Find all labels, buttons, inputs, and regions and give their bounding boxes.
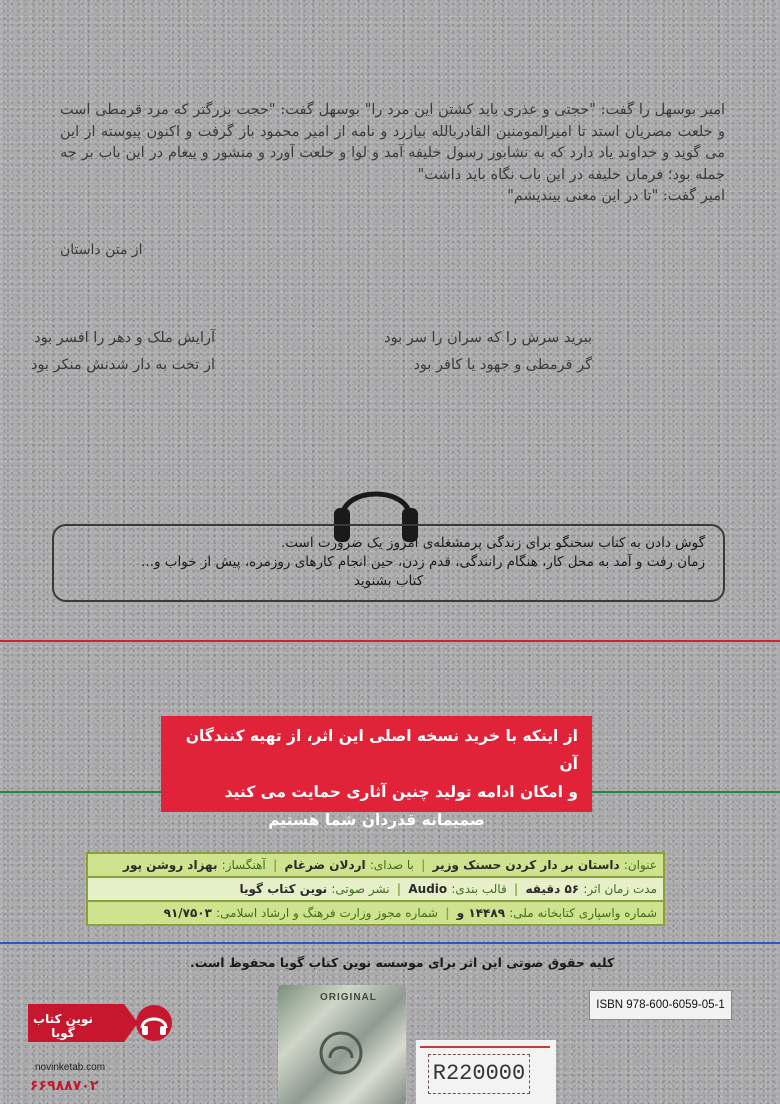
isbn-barcode-label: ISBN 978-600-6059-05-1 — [589, 990, 732, 1020]
hologram-label: ORIGINAL — [320, 992, 377, 1003]
format-label: قالب بندی: — [451, 882, 507, 896]
duration-value: ۵۶ دقیقه — [525, 882, 580, 896]
excerpt-source: از متن داستان — [60, 242, 143, 258]
support-message — [161, 716, 592, 829]
excerpt-paragraph: امیر بوسهل را گفت: "حجتی و عذری باید کشتن این مرد را" بوسهل گفت: "حجت بزرگتر که مرد قرمطی است و خلعت مصریان استد تا امیرالمومنین القادربالله بیازرد و نامه از امیر محمود باز گرفت و اکنون پیوسته از این می گوید و خداوند یاد دارد که به نشابور رسول خلیفه آمد و لوا و خلعت آورد و منشور و پیغام در این باب بر چه جمله بود؛ فرمان خلیفه در این باب نگاه باید داشت" — [60, 102, 725, 183]
poem-line-2-left: از تخت به دار شدنش منکر بود — [30, 357, 215, 373]
publisher-value: نوین کتاب گویا — [239, 882, 328, 896]
support-message-line-3: صمیمانه قدردان شما هستیم — [268, 811, 485, 829]
title-label: عنوان: — [623, 858, 657, 872]
support-message-line-2: و امکان ادامه تولید چنین آثاری حمایت می کنید — [224, 783, 578, 801]
book-excerpt — [60, 100, 725, 208]
poem-line-1-right: ببرید سرش را که سران را سر بود — [384, 330, 592, 346]
poem-line-2-right: گر قرمطی و جهود یا کافر بود — [413, 357, 592, 373]
blue-divider — [0, 942, 780, 944]
composer-label: آهنگساز: — [221, 858, 266, 872]
voice-label: با صدای: — [369, 858, 414, 872]
format-value: Audio — [408, 882, 448, 896]
price-sticker-line — [420, 1046, 550, 1048]
logo-name: نوین کتاب گویا — [33, 1012, 93, 1040]
title-value: داستان بر دار کردن حسنک وزیر — [432, 858, 620, 872]
red-divider — [0, 640, 780, 642]
audiobook-note-line-1: گوش دادن به کتاب سخنگو برای زندگی پرمشغله‌ی امروز یک ضرورت است. — [280, 535, 705, 551]
registration-cell: شماره واسپاری کتابخانه ملی: ۱۴۴۸۹ و | شماره مجوز وزارت فرهنگ و ارشاد اسلامی: ۹۱/۷۵۰۳ — [87, 901, 664, 925]
audiobook-note — [52, 524, 725, 602]
audiobook-note-line-3: کتاب بشنوید — [353, 573, 424, 589]
title-cell: عنوان: داستان بر دار کردن حسنک وزیر | با صدای: اردلان ضرغام | آهنگساز: بهزاد روشن پور — [87, 853, 664, 877]
table-row — [87, 901, 664, 925]
publisher-label: نشر صوتی: — [331, 882, 390, 896]
logo-website: novinketab.com — [35, 1062, 106, 1073]
logo-phone: ۶۶۹۸۸۷۰۲ — [30, 1078, 99, 1094]
production-info-table — [86, 852, 665, 926]
support-message-line-1: از اینکه با خرید نسخه اصلی این اثر، از تهیه کنندگان آن — [185, 727, 578, 773]
copyright-notice: کلیه حقوق صوتی این اثر برای موسسه نوین کتاب گویا محفوظ است. — [190, 955, 615, 970]
poem-line-1-left: آرایش ملک و دهر را افسر بود — [34, 330, 215, 346]
price-label: R220000 — [428, 1054, 530, 1094]
library-value: ۱۴۴۸۹ و — [456, 906, 506, 920]
library-label: شماره واسپاری کتابخانه ملی: — [509, 906, 657, 920]
hologram-emblem-icon — [318, 1030, 364, 1076]
table-row — [87, 853, 664, 877]
composer-value: بهزاد روشن پور — [123, 858, 218, 872]
audiobook-note-line-2: زمان رفت و آمد به محل کار، هنگام رانندگی، قدم زدن، حین انجام کارهای روزمره، پیش از خواب و... — [141, 554, 705, 570]
duration-cell: مدت زمان اثر: ۵۶ دقیقه | قالب بندی: Audio | نشر صوتی: نوین کتاب گویا — [87, 877, 664, 901]
excerpt-last-line: امیر گفت: "تا در این معنی بیندیشم" — [507, 188, 725, 204]
table-row — [87, 877, 664, 901]
license-label: شماره مجوز وزارت فرهنگ و ارشاد اسلامی: — [216, 906, 438, 920]
voice-value: اردلان ضرغام — [284, 858, 366, 872]
license-value: ۹۱/۷۵۰۳ — [163, 906, 212, 920]
duration-label: مدت زمان اثر: — [583, 882, 657, 896]
